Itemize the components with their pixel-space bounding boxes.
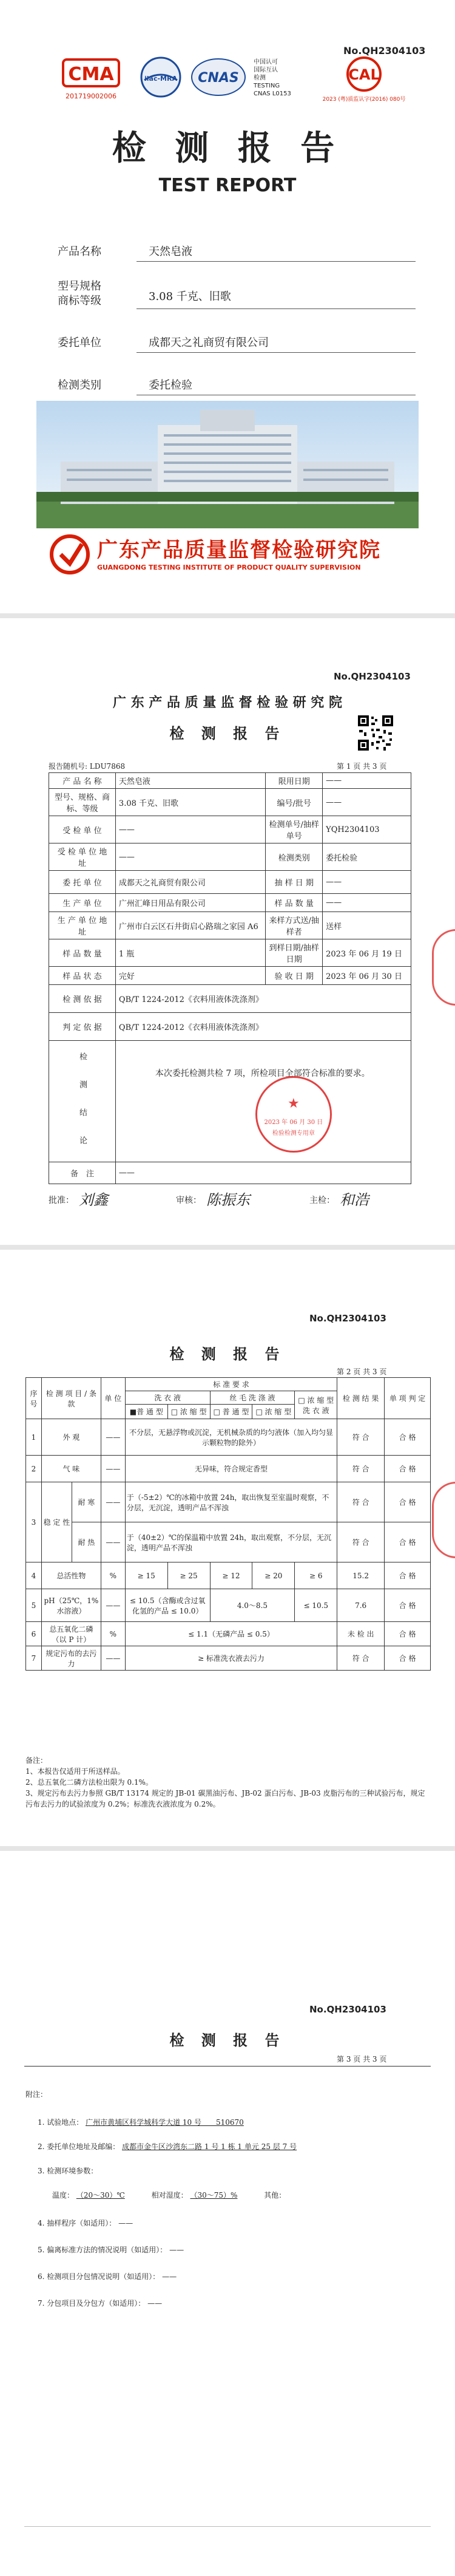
header-standard: 标 准 要 求 [125,1378,337,1391]
notes-title: 备注： [25,1756,48,1765]
appendix-title: 附注： [25,2090,48,2099]
remark-label: 备 注 [49,1162,116,1184]
cover-row-value: 成都天之礼商贸有限公司 [149,336,269,349]
conclusion-label [49,1041,116,1162]
conclusion-cell [115,1041,411,1162]
side-seal-stamp [432,1482,455,1558]
cnas-logo [188,56,249,111]
stamp-text: 检验检测专用章 [272,1130,315,1137]
appendix-label: 4. 抽样程序（如适用）： [38,2219,116,2227]
info-label: 受 检 单 位 地 址 [49,843,116,871]
row-result: 符 合 [337,1646,385,1671]
row-item: 规定污布的去污力 [41,1646,101,1671]
info-label: 产 品 名 称 [49,773,116,789]
row-result: 符 合 [337,1419,385,1456]
side-seal-stamp [432,929,455,1006]
row-requirement: 于（-5±2）℃的冰箱中放置 24h，取出恢复至室温时观察，不分层，无沉淀，透明产品不浑浊 [125,1482,337,1522]
info-row [49,816,411,843]
row-value: ≥ 12 [210,1562,252,1589]
row-result: 7.6 [337,1589,385,1622]
inspect-label: 主检： [309,1196,335,1205]
temperature-value: （20～30）℃ [76,2191,125,2199]
info-value: 1 瓶 [115,939,265,967]
basis-value: QB/T 1224-2012《衣料用液体洗涤剂》 [115,985,411,1013]
cover-row-category [58,377,416,401]
results-table [25,1377,431,1671]
note-item: 1、本报告仅适用于所送样品。 [25,1767,125,1776]
row-result: 符 合 [337,1522,385,1562]
info-label: 受 检 单 位 [49,816,116,843]
header-check-concentrate-2: □ 浓 缩 型 [252,1405,295,1419]
header-std-concentrate: □ 浓 缩 型 洗 衣 液 [295,1391,337,1419]
header-result: 检 测 结 果 [337,1378,385,1419]
info-label: 型号、规格、商标、等级 [49,789,116,816]
row-value: ≥ 6 [295,1562,337,1589]
header-unit: 单 位 [101,1378,125,1419]
row-item: 总活性物 [41,1562,101,1589]
cover-title-en: TEST REPORT [158,175,297,196]
cma-mark [62,56,120,90]
page2-report-no: No.QH2304103 [309,1313,386,1324]
info-label: 编号/批号 [266,789,323,816]
approve-signature: 刘鑫 [79,1191,108,1208]
info-row [49,871,411,894]
notes-block [25,1755,431,1810]
appendix-value: —— [118,2219,133,2227]
row-seq: 2 [26,1456,42,1482]
info-label: 样 品 状 态 [49,967,116,985]
appendix-label: 6. 检测项目分包情况说明（如适用）： [38,2272,160,2281]
page-separator [0,613,455,618]
institute-banner [42,528,413,583]
row-requirement: ≤ 1.1（无磷产品 ≤ 0.5） [125,1622,337,1646]
approve-label: 批准： [49,1196,74,1205]
humidity-label: 相对湿度： [151,2191,188,2199]
cover-row-product [58,243,416,267]
cover-report-no: No.QH2304103 [343,45,426,56]
info-row [49,939,411,967]
info-value: —— [323,789,411,816]
row-seq: 6 [26,1622,42,1646]
page1-report-no: No.QH2304103 [334,671,411,682]
info-value: 广州汇峰日用品有限公司 [115,894,265,912]
page2-title: 检 测 报 告 [169,1345,286,1363]
info-row [49,789,411,816]
header-check-normal-2: □ 普 通 型 [210,1405,252,1419]
info-row [49,773,411,789]
appendix-label: 1. 试验地点： [38,2118,84,2127]
appendix-item [38,2271,414,2281]
review-label: 审核： [176,1196,201,1205]
cma-logo [55,56,127,111]
cnas-text-line: CNAS L0153 [254,90,291,97]
info-value: 委托检验 [323,843,411,871]
info-label: 抽 样 日 期 [266,871,323,894]
ilac-label: ilac-MRA [144,75,177,83]
appendix-env-row [38,2190,414,2200]
appendix-value: —— [147,2299,163,2308]
info-label: 样 品 数 量 [266,894,323,912]
info-value: 成都天之礼商贸有限公司 [115,871,265,894]
appendix-label: 7. 分包项目及分包方（如适用）： [38,2299,146,2308]
inspect-signature: 和浩 [340,1191,369,1208]
info-value: 2023 年 06 月 19 日 [323,939,411,967]
row-item: pH（25℃，1% 水溶液） [41,1589,101,1622]
row-item: 外 观 [41,1419,101,1456]
info-row [49,894,411,912]
row-result: 符 合 [337,1482,385,1522]
info-value: —— [323,773,411,789]
institute-name-cn: 广东产品质量监督检验研究院 [97,538,381,562]
page1-title: 检 测 报 告 [169,724,286,742]
info-label: 委 托 单 位 [49,871,116,894]
info-label: 来样方式送/抽样者 [266,912,323,939]
info-value: 2023 年 06 月 30 日 [323,967,411,985]
info-label: 限用日期 [266,773,323,789]
ilac-mark [140,56,182,98]
building-image [36,401,419,528]
info-row-basis [49,985,411,1013]
cover-row-client [58,334,416,358]
cover-row-model [58,279,416,316]
appendix-value: 广州市黄埔区科学城科学大道 10 号 510670 [86,2118,244,2127]
row-value: ≤ 10.5（含酶或含过氧化氢的产品 ≤ 10.0） [125,1589,210,1622]
row-seq: 7 [26,1646,42,1671]
info-label: 检测类别 [266,843,323,871]
row-seq: 1 [26,1419,42,1456]
temperature-label: 温度： [38,2191,75,2199]
info-label: 样 品 数 量 [49,939,116,967]
appendix-label: 3. 检测环境参数： [38,2167,98,2175]
info-value: —— [323,871,411,894]
cnas-text-line: 国际互认 [254,67,278,73]
qr-code-icon [357,714,394,752]
row-judge: 合 格 [385,1419,431,1456]
cover-row-label: 委托单位 [58,336,101,349]
row-judge: 合 格 [385,1622,431,1646]
info-label: 检测单号/抽样单号 [266,816,323,843]
row-result: 符 合 [337,1456,385,1482]
table-row [26,1622,431,1646]
cover-row-value: 天然皂液 [149,245,192,258]
cnas-text [254,58,291,98]
cma-label: CMA [68,64,114,85]
table-row [26,1562,431,1589]
row-result: 15.2 [337,1562,385,1589]
row-unit: % [101,1622,125,1646]
info-row [49,843,411,871]
appendix-item [38,2244,414,2255]
conclusion-label-text: 检 测 结 论 [77,1052,87,1150]
building-illustration [36,401,419,528]
info-value: 完好 [115,967,265,985]
info-value: —— [323,894,411,912]
row-requirement: 不分层，无悬浮物或沉淀，无机械杂质的均匀液体（加入均匀显示颗粒物的除外） [125,1419,337,1456]
row-result: 未 检 出 [337,1622,385,1646]
row-seq: 3 [26,1482,42,1562]
appendix-item [38,2298,414,2308]
page-separator [0,1245,455,1250]
info-value: 广州市白云区石井街启心路瑞之家园 A6 [115,912,265,939]
info-row-judge [49,1013,411,1041]
note-item: 3、规定污布去污力参照 GB/T 13174 规定的 JB-01 碳黑油污布、JB-02 蛋白污布、JB-03 皮脂污布的三种试验污布，规定污布去污力的试验浓度为 0.2%；标准洗衣液浓度为 0.2%。 [25,1789,425,1808]
judge-value: QB/T 1224-2012《衣料用液体洗涤剂》 [115,1013,411,1041]
page1-info-table [49,772,411,1184]
table-row [26,1589,431,1622]
row-value: ≥ 15 [125,1562,167,1589]
appendix-value: 成都市金牛区沙湾东二路 1 号 1 栋 1 单元 25 层 7 号 [122,2142,297,2151]
row-judge: 合 格 [385,1589,431,1622]
conclusion-text: 本次委托检测共检 7 项，所检项目全部符合标准的要求。 [155,1069,370,1078]
page-separator [0,1846,455,1851]
info-row [49,967,411,985]
appendix-value: —— [169,2246,184,2254]
row-requirement: 无异味，符合规定香型 [125,1456,337,1482]
page1-sample-no: 报告随机号: LDU7868 [49,762,126,771]
row-value: ≤ 10.5 [295,1589,337,1622]
row-judge: 合 格 [385,1646,431,1671]
info-label: 验 收 日 期 [266,967,323,985]
humidity-value: （30～75）% [190,2191,238,2199]
row-subitem: 耐 寒 [72,1482,101,1522]
cal-label: CAL [348,66,380,83]
row-unit: % [101,1562,125,1589]
row-unit: —— [101,1646,125,1671]
judge-label: 判 定 依 据 [49,1013,116,1041]
cover-row-value: 委托检验 [149,379,192,392]
info-label: 到样日期/抽样日期 [266,939,323,967]
row-seq: 4 [26,1562,42,1589]
page3-footer-line [24,2526,431,2527]
row-unit: —— [101,1522,125,1562]
cnas-text-line: 中国认可 [254,59,278,66]
review-signature: 陈振东 [206,1191,250,1208]
info-label: 生 产 单 位 地 址 [49,912,116,939]
stamp-star: ★ [288,1096,300,1111]
row-unit: —— [101,1589,125,1622]
row-subitem: 耐 热 [72,1522,101,1562]
cover-row-value: 3.08 千克、旧歌 [149,290,231,303]
appendix-item [38,2141,414,2152]
table-row [26,1522,431,1562]
page3-divider [24,2066,431,2067]
info-value: —— [115,843,265,871]
cover-title-cn: 检 测 报 告 [112,128,343,168]
header-item: 检 测 项 目 / 条 款 [41,1378,101,1419]
row-item: 总五氧化二磷（以 P 计） [41,1622,101,1646]
row-judge: 合 格 [385,1456,431,1482]
cnas-mark [190,56,246,98]
remark-value: —— [115,1162,411,1184]
row-unit: —— [101,1482,125,1522]
page2-page-number: 第 2 页 共 3 页 [337,1368,387,1376]
table-row [26,1646,431,1671]
header-check-normal: ■普 通 型 [125,1405,167,1419]
basis-label: 检 测 依 据 [49,985,116,1013]
qr-code [357,714,394,752]
info-row [49,912,411,939]
row-value: 4.0～8.5 [210,1589,295,1622]
cma-code: 201719002006 [66,92,116,100]
official-stamp [255,1076,332,1153]
row-judge: 合 格 [385,1562,431,1589]
appendix-item [38,2218,414,2228]
appendix-label: 5. 偏离标准方法的情况说明（如适用）： [38,2246,167,2254]
row-unit: —— [101,1456,125,1482]
row-judge: 合 格 [385,1482,431,1522]
header-std-laundry: 洗 衣 液 [125,1391,210,1405]
appendix-value: —— [162,2272,177,2281]
table-row [26,1456,431,1482]
cnas-text-line: TESTING [254,83,280,89]
stamp-date: 2023 年 06 月 30 日 [264,1119,323,1126]
info-row-conclusion [49,1041,411,1162]
note-item: 2、总五氧化二磷方法检出限为 0.1%。 [25,1778,153,1787]
page1-page-number: 第 1 页 共 3 页 [337,762,387,771]
institute-logo-icon [49,533,91,576]
page1-institute: 广 东 产 品 质 量 监 督 检 验 研 究 院 [113,695,342,710]
cover-row-label: 产品名称 [58,245,101,258]
cal-logo [322,56,406,111]
row-judge: 合 格 [385,1522,431,1562]
header-std-silk: 丝 毛 洗 涤 液 [210,1391,295,1405]
info-value: YQH2304103 [323,816,411,843]
info-value: 天然皂液 [115,773,265,789]
row-seq: 5 [26,1589,42,1622]
page3-page-number: 第 3 页 共 3 页 [337,2055,387,2063]
info-value: 送样 [323,912,411,939]
page3-title: 检 测 报 告 [169,2031,286,2049]
info-value: 3.08 千克、旧歌 [115,789,265,816]
appendix-item [38,2165,414,2176]
header-judge: 单 项 判 定 [385,1378,431,1419]
row-value: ≥ 25 [167,1562,210,1589]
row-value: ≥ 20 [252,1562,295,1589]
info-row-remark [49,1162,411,1184]
appendix-label: 2. 委托单位地址及邮编： [38,2142,120,2151]
ilac-logo [133,56,188,111]
cnas-text-line: 检测 [254,75,266,81]
table-row [26,1419,431,1456]
institute-name-en: GUANGDONG TESTING INSTITUTE OF PRODUCT QUALITY SUPERVISION [97,564,361,571]
row-item: 稳 定 性 [41,1482,72,1562]
info-label: 生 产 单 位 [49,894,116,912]
row-unit: —— [101,1419,125,1456]
cnas-label: CNAS [198,70,239,86]
info-value: —— [115,816,265,843]
cal-code: 2023 (粤)质监认字(2016) 080号 [322,97,406,103]
row-requirement: 于（40±2）℃的保温箱中放置 24h，取出观察，不分层，无沉淀，透明产品不浑浊 [125,1522,337,1562]
page3-report-no: No.QH2304103 [309,2004,386,2015]
appendix-item [38,2117,414,2127]
cal-mark [337,56,391,92]
row-item: 气 味 [41,1456,101,1482]
other-label: 其他： [264,2191,286,2199]
header-check-concentrate: □ 浓 缩 型 [167,1405,210,1419]
header-seq: 序 号 [26,1378,42,1419]
table-row [26,1482,431,1522]
row-requirement: ≥ 标准洗衣液去污力 [125,1646,337,1671]
cover-row-label: 检测类别 [58,379,101,392]
cover-row-label: 型号规格 商标等级 [58,280,101,307]
